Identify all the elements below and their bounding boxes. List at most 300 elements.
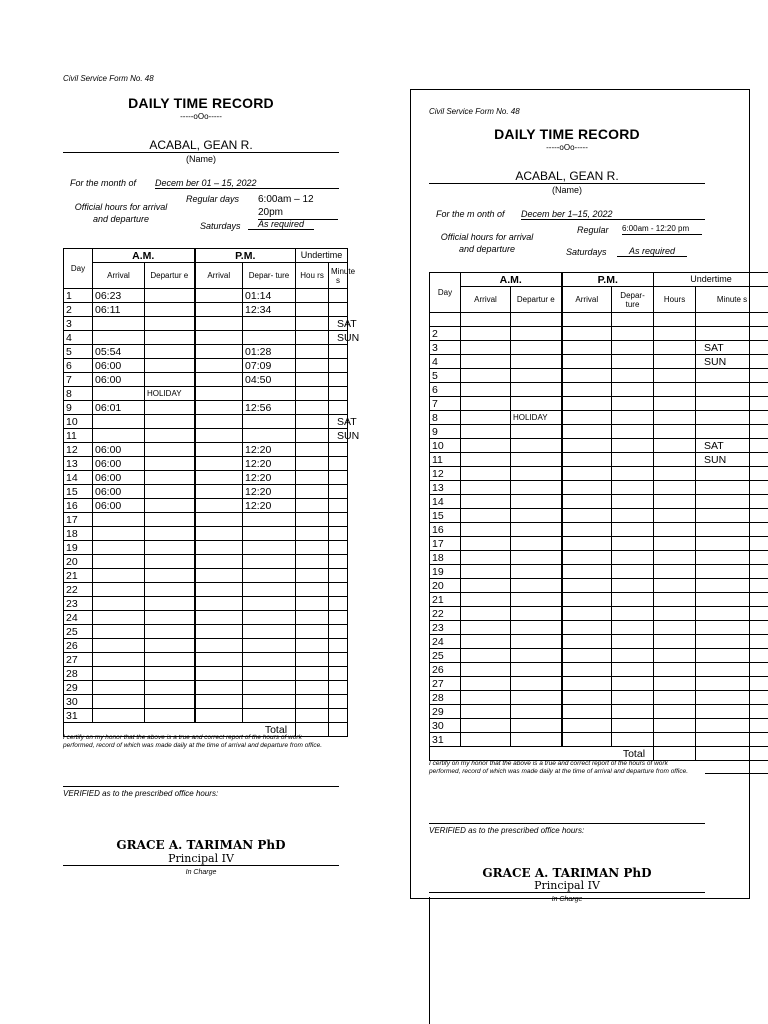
pm-arrival-cell bbox=[562, 649, 612, 663]
form-number-label: Civil Service Form No. 48 bbox=[63, 74, 154, 83]
undertime-minutes-cell bbox=[696, 733, 768, 747]
pm-departure-cell bbox=[243, 541, 296, 555]
table-row bbox=[64, 667, 348, 681]
name-caption: (Name) bbox=[185, 154, 216, 164]
pm-departure-cell bbox=[612, 607, 654, 621]
day-cell: 25 bbox=[430, 649, 461, 663]
pm-departure-cell bbox=[612, 397, 654, 411]
pm-arrival-cell bbox=[195, 387, 243, 401]
undertime-hours-cell bbox=[654, 481, 696, 495]
undertime-hours-cell bbox=[296, 625, 329, 639]
am-departure-cell bbox=[511, 551, 562, 565]
day-header: Day bbox=[64, 249, 93, 289]
am-departure-cell bbox=[511, 313, 562, 327]
undertime-hours-cell bbox=[296, 387, 329, 401]
am-departure-cell bbox=[511, 467, 562, 481]
day-cell: 16 bbox=[64, 499, 93, 513]
undertime-hours-cell bbox=[654, 397, 696, 411]
employee-name: ACABAL, GEAN R. bbox=[429, 169, 705, 184]
am-arrival-cell bbox=[461, 565, 511, 579]
undertime-hours-cell bbox=[654, 355, 696, 369]
am-departure-cell bbox=[511, 327, 562, 341]
undertime-minutes-cell bbox=[696, 509, 768, 523]
undertime-hours-cell bbox=[296, 485, 329, 499]
pm-departure-cell bbox=[243, 513, 296, 527]
pm-departure-cell bbox=[612, 453, 654, 467]
day-cell: 5 bbox=[430, 369, 461, 383]
table-row bbox=[64, 583, 348, 597]
pm-departure-cell bbox=[612, 579, 654, 593]
pm-arrival-cell bbox=[195, 569, 243, 583]
pm-arrival-header: Arrival bbox=[562, 287, 612, 313]
am-arrival-cell bbox=[93, 317, 145, 331]
am-arrival-cell bbox=[93, 625, 145, 639]
am-arrival-cell bbox=[461, 607, 511, 621]
am-arrival-cell bbox=[93, 583, 145, 597]
table-row bbox=[430, 719, 768, 733]
am-arrival-cell bbox=[93, 569, 145, 583]
am-departure-cell bbox=[145, 513, 195, 527]
pm-departure-cell bbox=[243, 653, 296, 667]
day-cell: 9 bbox=[64, 401, 93, 415]
am-arrival-cell bbox=[93, 387, 145, 401]
table-row bbox=[430, 453, 768, 467]
pm-departure-cell bbox=[243, 681, 296, 695]
undertime-minutes-cell: SUN bbox=[329, 331, 348, 345]
pm-header: P.M. bbox=[562, 273, 654, 287]
pm-departure-cell bbox=[612, 481, 654, 495]
pm-arrival-cell bbox=[562, 607, 612, 621]
table-row bbox=[64, 443, 348, 457]
pm-arrival-cell bbox=[195, 681, 243, 695]
table-row bbox=[64, 415, 348, 429]
table-row bbox=[430, 411, 768, 425]
day-cell: 23 bbox=[430, 621, 461, 635]
pm-arrival-cell bbox=[195, 709, 243, 723]
undertime-minutes-cell: SAT bbox=[329, 317, 348, 331]
pm-arrival-cell bbox=[562, 327, 612, 341]
am-departure-cell bbox=[145, 611, 195, 625]
certification-text: I certify on my honor that the above is a true and correct report of the hours of work performed, record of which was made daily at the time of arrival and departure from office. bbox=[429, 760, 689, 776]
month-label: For the m onth of bbox=[436, 209, 505, 219]
am-arrival-cell bbox=[461, 635, 511, 649]
pm-departure-cell bbox=[612, 621, 654, 635]
am-arrival-cell: 06:00 bbox=[93, 457, 145, 471]
pm-departure-cell bbox=[612, 635, 654, 649]
table-row bbox=[430, 397, 768, 411]
undertime-hours-cell bbox=[296, 443, 329, 457]
pm-departure-cell bbox=[243, 387, 296, 401]
saturdays-label: Saturdays bbox=[200, 221, 241, 231]
undertime-minutes-cell bbox=[696, 495, 768, 509]
am-arrival-cell bbox=[461, 411, 511, 425]
table-row bbox=[64, 331, 348, 345]
undertime-hours-cell bbox=[654, 411, 696, 425]
day-cell: 13 bbox=[64, 457, 93, 471]
day-cell: 5 bbox=[64, 345, 93, 359]
pm-departure-cell bbox=[243, 625, 296, 639]
pm-arrival-cell bbox=[562, 425, 612, 439]
undertime-minutes-cell bbox=[696, 537, 768, 551]
day-cell: 26 bbox=[64, 639, 93, 653]
day-cell: 17 bbox=[64, 513, 93, 527]
pm-departure-cell bbox=[612, 439, 654, 453]
am-arrival-cell: 06:00 bbox=[93, 499, 145, 513]
time-record-table bbox=[429, 272, 768, 761]
am-departure-cell bbox=[511, 495, 562, 509]
day-cell: 11 bbox=[430, 453, 461, 467]
table-row bbox=[430, 495, 768, 509]
pm-arrival-cell bbox=[195, 597, 243, 611]
pm-arrival-cell bbox=[562, 537, 612, 551]
am-arrival-cell bbox=[461, 649, 511, 663]
table-row bbox=[64, 471, 348, 485]
undertime-hours-cell bbox=[654, 509, 696, 523]
pm-departure-header: Depar- ture bbox=[243, 263, 296, 289]
day-cell: 23 bbox=[64, 597, 93, 611]
pm-arrival-cell bbox=[562, 453, 612, 467]
table-row bbox=[64, 653, 348, 667]
title-separator: -----oOo----- bbox=[180, 112, 222, 121]
undertime-hours-cell bbox=[654, 467, 696, 481]
pm-departure-cell bbox=[612, 383, 654, 397]
day-cell: 16 bbox=[430, 523, 461, 537]
pm-arrival-cell bbox=[195, 667, 243, 681]
am-arrival-cell bbox=[461, 355, 511, 369]
pm-departure-cell bbox=[612, 495, 654, 509]
am-departure-cell bbox=[145, 429, 195, 443]
table-row bbox=[64, 457, 348, 471]
table-row bbox=[430, 341, 768, 355]
undertime-hours-cell bbox=[654, 313, 696, 327]
undertime-minutes-cell bbox=[696, 635, 768, 649]
undertime-minutes-cell bbox=[696, 425, 768, 439]
am-departure-cell bbox=[511, 537, 562, 551]
undertime-hours-cell bbox=[296, 317, 329, 331]
undertime-minutes-cell: SAT bbox=[696, 341, 768, 355]
am-arrival-cell bbox=[461, 383, 511, 397]
day-cell: 14 bbox=[430, 495, 461, 509]
pm-departure-cell bbox=[612, 369, 654, 383]
day-cell: 30 bbox=[64, 695, 93, 709]
day-cell: 21 bbox=[430, 593, 461, 607]
am-arrival-cell bbox=[461, 425, 511, 439]
am-header: A.M. bbox=[461, 273, 562, 287]
pm-arrival-header: Arrival bbox=[195, 263, 243, 289]
pm-departure-cell bbox=[612, 341, 654, 355]
am-arrival-cell bbox=[461, 705, 511, 719]
pm-arrival-cell bbox=[562, 593, 612, 607]
am-departure-cell bbox=[145, 597, 195, 611]
undertime-minutes-cell bbox=[696, 523, 768, 537]
am-departure-cell bbox=[511, 523, 562, 537]
table-row bbox=[64, 639, 348, 653]
pm-arrival-cell bbox=[562, 509, 612, 523]
table-row bbox=[430, 467, 768, 481]
undertime-hours-cell bbox=[296, 471, 329, 485]
undertime-minutes-cell: SAT bbox=[329, 415, 348, 429]
pm-departure-cell: 12:20 bbox=[243, 485, 296, 499]
am-departure-cell: HOLIDAY bbox=[511, 411, 562, 425]
table-row bbox=[430, 621, 768, 635]
pm-arrival-cell bbox=[195, 331, 243, 345]
day-cell: 12 bbox=[430, 467, 461, 481]
pm-arrival-cell bbox=[195, 289, 243, 303]
undertime-hours-cell bbox=[654, 719, 696, 733]
undertime-hours-cell bbox=[654, 565, 696, 579]
undertime-minutes-cell bbox=[696, 383, 768, 397]
table-row bbox=[430, 509, 768, 523]
pm-header: P.M. bbox=[195, 249, 296, 263]
undertime-hours-cell bbox=[654, 439, 696, 453]
undertime-hours-cell bbox=[654, 593, 696, 607]
am-arrival-cell bbox=[461, 733, 511, 747]
total-minutes bbox=[696, 747, 768, 761]
am-arrival-cell bbox=[93, 611, 145, 625]
table-row bbox=[64, 695, 348, 709]
undertime-minutes-cell bbox=[696, 411, 768, 425]
table-row bbox=[430, 313, 768, 327]
pm-arrival-cell bbox=[562, 411, 612, 425]
am-arrival-cell bbox=[461, 537, 511, 551]
am-departure-cell bbox=[511, 369, 562, 383]
day-cell: 19 bbox=[430, 565, 461, 579]
day-cell: 1 bbox=[64, 289, 93, 303]
form-number-label: Civil Service Form No. 48 bbox=[429, 107, 520, 116]
day-cell: 4 bbox=[64, 331, 93, 345]
day-cell: 28 bbox=[430, 691, 461, 705]
am-departure-cell bbox=[511, 355, 562, 369]
table-row bbox=[430, 327, 768, 341]
minutes-header: Minute s bbox=[696, 287, 768, 313]
pm-arrival-cell bbox=[195, 303, 243, 317]
am-arrival-cell bbox=[93, 555, 145, 569]
undertime-hours-cell bbox=[654, 663, 696, 677]
pm-departure-cell bbox=[612, 663, 654, 677]
table-row bbox=[64, 527, 348, 541]
undertime-minutes-cell bbox=[329, 709, 348, 723]
undertime-minutes-cell bbox=[696, 649, 768, 663]
table-row bbox=[64, 597, 348, 611]
day-cell: 28 bbox=[64, 667, 93, 681]
am-arrival-cell bbox=[461, 593, 511, 607]
am-arrival-cell bbox=[461, 509, 511, 523]
signature-line bbox=[429, 823, 705, 824]
am-arrival-cell: 06:00 bbox=[93, 485, 145, 499]
table-row bbox=[64, 359, 348, 373]
day-cell bbox=[430, 313, 461, 327]
am-departure-cell bbox=[145, 317, 195, 331]
undertime-minutes-cell: SUN bbox=[696, 355, 768, 369]
in-charge-label: In Charge bbox=[551, 896, 583, 903]
pm-arrival-cell bbox=[562, 705, 612, 719]
am-departure-cell bbox=[145, 359, 195, 373]
undertime-hours-cell bbox=[654, 649, 696, 663]
am-arrival-cell bbox=[461, 523, 511, 537]
day-cell: 15 bbox=[430, 509, 461, 523]
undertime-hours-cell bbox=[654, 677, 696, 691]
am-arrival-cell bbox=[461, 439, 511, 453]
undertime-hours-cell bbox=[296, 541, 329, 555]
undertime-minutes-cell bbox=[696, 691, 768, 705]
saturdays-label: Saturdays bbox=[566, 247, 607, 257]
table-row bbox=[430, 425, 768, 439]
undertime-minutes-cell: SAT bbox=[696, 439, 768, 453]
pm-departure-cell: 12:34 bbox=[243, 303, 296, 317]
am-departure-cell bbox=[145, 695, 195, 709]
pm-arrival-cell bbox=[195, 625, 243, 639]
undertime-minutes-cell bbox=[329, 681, 348, 695]
day-cell: 20 bbox=[64, 555, 93, 569]
day-cell: 18 bbox=[64, 527, 93, 541]
pm-arrival-cell bbox=[562, 691, 612, 705]
pm-arrival-cell bbox=[562, 621, 612, 635]
am-arrival-cell bbox=[93, 415, 145, 429]
am-arrival-cell bbox=[93, 541, 145, 555]
undertime-minutes-cell bbox=[329, 289, 348, 303]
undertime-minutes-cell bbox=[329, 569, 348, 583]
pm-departure-cell bbox=[612, 705, 654, 719]
table-row bbox=[430, 607, 768, 621]
am-departure-cell bbox=[145, 709, 195, 723]
undertime-minutes-cell bbox=[696, 397, 768, 411]
am-departure-header: Departur e bbox=[145, 263, 195, 289]
undertime-minutes-cell bbox=[329, 625, 348, 639]
undertime-minutes-cell bbox=[329, 513, 348, 527]
pm-arrival-cell bbox=[562, 677, 612, 691]
am-departure-cell bbox=[145, 303, 195, 317]
undertime-minutes-cell bbox=[329, 387, 348, 401]
pm-arrival-cell bbox=[195, 611, 243, 625]
pm-arrival-cell bbox=[195, 541, 243, 555]
table-row bbox=[430, 369, 768, 383]
pm-departure-cell bbox=[243, 429, 296, 443]
in-charge-label: In Charge bbox=[185, 869, 217, 876]
day-cell: 3 bbox=[64, 317, 93, 331]
table-row bbox=[430, 593, 768, 607]
pm-departure-cell: 12:56 bbox=[243, 401, 296, 415]
undertime-hours-cell bbox=[296, 583, 329, 597]
table-row bbox=[64, 513, 348, 527]
total-hours bbox=[654, 747, 696, 761]
am-arrival-cell bbox=[461, 551, 511, 565]
undertime-hours-cell bbox=[296, 415, 329, 429]
am-arrival-cell: 06:00 bbox=[93, 373, 145, 387]
am-arrival-cell bbox=[461, 481, 511, 495]
official-hours-label: Official hours for arrival and departure bbox=[74, 202, 168, 224]
pm-arrival-cell bbox=[195, 345, 243, 359]
pm-arrival-cell bbox=[195, 527, 243, 541]
day-cell: 2 bbox=[64, 303, 93, 317]
pm-arrival-cell bbox=[562, 341, 612, 355]
am-departure-cell bbox=[145, 415, 195, 429]
pm-arrival-cell bbox=[195, 499, 243, 513]
am-departure-cell bbox=[511, 579, 562, 593]
am-departure-cell bbox=[511, 425, 562, 439]
day-cell: 7 bbox=[64, 373, 93, 387]
am-arrival-cell bbox=[461, 621, 511, 635]
pm-departure-cell: 01:14 bbox=[243, 289, 296, 303]
am-departure-cell bbox=[145, 527, 195, 541]
pm-arrival-cell bbox=[195, 555, 243, 569]
am-departure-cell bbox=[145, 681, 195, 695]
undertime-minutes-cell bbox=[696, 705, 768, 719]
day-cell: 14 bbox=[64, 471, 93, 485]
table-row bbox=[430, 565, 768, 579]
undertime-minutes-cell bbox=[696, 481, 768, 495]
pm-arrival-cell bbox=[562, 579, 612, 593]
table-row bbox=[64, 499, 348, 513]
am-arrival-cell bbox=[461, 341, 511, 355]
undertime-hours-cell bbox=[296, 709, 329, 723]
table-row bbox=[64, 317, 348, 331]
am-arrival-cell bbox=[93, 709, 145, 723]
day-cell: 2 bbox=[430, 327, 461, 341]
pm-departure-cell bbox=[243, 331, 296, 345]
verified-text: VERIFIED as to the prescribed office hours: bbox=[429, 826, 585, 835]
undertime-hours-cell bbox=[654, 733, 696, 747]
signatory-position: Principal IV bbox=[429, 879, 705, 893]
table-row bbox=[64, 625, 348, 639]
saturdays-value: As required bbox=[617, 246, 687, 257]
pm-departure-cell bbox=[243, 583, 296, 597]
pm-arrival-cell bbox=[195, 471, 243, 485]
am-arrival-cell bbox=[461, 719, 511, 733]
day-cell: 22 bbox=[64, 583, 93, 597]
am-arrival-cell: 06:00 bbox=[93, 443, 145, 457]
undertime-hours-cell bbox=[296, 555, 329, 569]
undertime-minutes-cell bbox=[329, 485, 348, 499]
total-label: Total bbox=[64, 723, 296, 737]
table-row bbox=[430, 439, 768, 453]
undertime-minutes-cell bbox=[696, 621, 768, 635]
title-separator: -----oOo----- bbox=[546, 143, 588, 152]
day-cell: 4 bbox=[430, 355, 461, 369]
month-label: For the month of bbox=[70, 178, 137, 188]
pm-arrival-cell bbox=[562, 467, 612, 481]
undertime-hours-cell bbox=[296, 653, 329, 667]
employee-name: ACABAL, GEAN R. bbox=[63, 138, 339, 153]
table-row bbox=[430, 635, 768, 649]
am-departure-cell bbox=[511, 635, 562, 649]
pm-arrival-cell bbox=[195, 359, 243, 373]
table-row bbox=[430, 663, 768, 677]
pm-departure-cell bbox=[612, 733, 654, 747]
total-label: Total bbox=[430, 747, 654, 761]
table-row bbox=[64, 387, 348, 401]
pm-arrival-cell bbox=[195, 317, 243, 331]
pm-arrival-cell bbox=[562, 551, 612, 565]
undertime-minutes-cell bbox=[696, 663, 768, 677]
undertime-hours-cell bbox=[296, 345, 329, 359]
pm-arrival-cell bbox=[195, 401, 243, 415]
pm-arrival-cell bbox=[562, 397, 612, 411]
certification-text: I certify on my honor that the above is a true and correct report of the hours of work performed, record of which was made daily at the time of arrival and departure from office. bbox=[63, 734, 323, 750]
regular-days-label: Regular days bbox=[186, 194, 240, 204]
day-cell: 19 bbox=[64, 541, 93, 555]
day-header: Day bbox=[430, 273, 461, 313]
pm-arrival-cell bbox=[195, 695, 243, 709]
am-arrival-cell: 06:00 bbox=[93, 471, 145, 485]
pm-departure-cell bbox=[243, 555, 296, 569]
am-departure-cell bbox=[511, 649, 562, 663]
undertime-minutes-cell bbox=[696, 327, 768, 341]
table-row bbox=[430, 383, 768, 397]
undertime-minutes-cell bbox=[696, 719, 768, 733]
undertime-hours-cell bbox=[654, 607, 696, 621]
am-arrival-cell bbox=[93, 639, 145, 653]
undertime-minutes-cell bbox=[329, 359, 348, 373]
